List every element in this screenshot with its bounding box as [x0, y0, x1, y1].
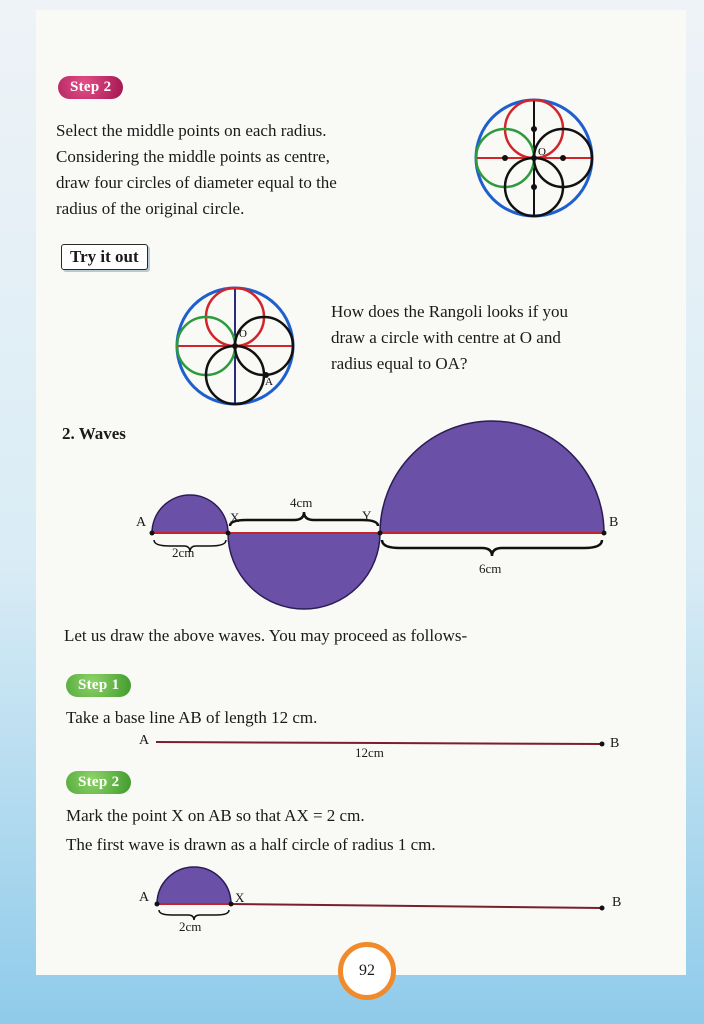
page-number: 92 — [338, 942, 396, 1000]
wave-label-b: B — [609, 515, 619, 530]
question-line: radius equal to OA? — [331, 354, 468, 373]
step2-bottom-badge: Step 2 — [66, 771, 131, 794]
try-it-out-question — [331, 299, 568, 377]
step2-bottom-line1: Mark the point X on AB so that AX = 2 cm. — [66, 806, 365, 825]
point-a-label: A — [265, 376, 273, 388]
step2-label-x: X — [235, 890, 245, 905]
step2-first-wave — [150, 862, 610, 932]
step2-badge: Step 2 — [58, 76, 123, 99]
step2-length: 2cm — [179, 919, 202, 934]
step2-label-b: B — [612, 895, 622, 910]
waves-intro: Let us draw the above waves. You may proceed as follows- — [64, 626, 468, 645]
step2-bottom-line2: The first wave is drawn as a half circle of radius 1 cm. — [66, 835, 436, 854]
step1-label-b: B — [610, 736, 620, 751]
step2-line: Select the middle points on each radius. — [56, 121, 327, 140]
question-line: draw a circle with centre at O and — [331, 328, 561, 347]
step1-badge: Step 1 — [66, 674, 131, 697]
question-line: How does the Rangoli looks if you — [331, 302, 569, 321]
wave-label-y: Y — [362, 508, 372, 523]
step2-label-a: A — [139, 890, 150, 905]
step1-length: 12cm — [355, 745, 384, 760]
wave-label-x: X — [230, 510, 240, 525]
step2-instruction — [56, 118, 337, 222]
waves-heading: 2. Waves — [62, 424, 126, 443]
try-it-out-badge: Try it out — [61, 244, 148, 270]
center-label: O — [239, 328, 247, 340]
wave-length-4cm: 4cm — [290, 495, 313, 510]
center-label: O — [538, 146, 546, 158]
wave-label-a: A — [136, 515, 147, 530]
step1-text: Take a base line AB of length 12 cm. — [66, 708, 318, 727]
step1-label-a: A — [139, 733, 150, 748]
waves-figure — [130, 420, 630, 610]
step2-line: Considering the middle points as centre, — [56, 147, 330, 166]
rangoli-figure-step2 — [470, 98, 600, 222]
step2-line: radius of the original circle. — [56, 199, 245, 218]
step2-line: draw four circles of diameter equal to the — [56, 173, 337, 192]
wave-length-6cm: 6cm — [479, 561, 502, 576]
rangoli-figure-try — [173, 284, 297, 408]
wave-length-2cm: 2cm — [172, 545, 195, 560]
